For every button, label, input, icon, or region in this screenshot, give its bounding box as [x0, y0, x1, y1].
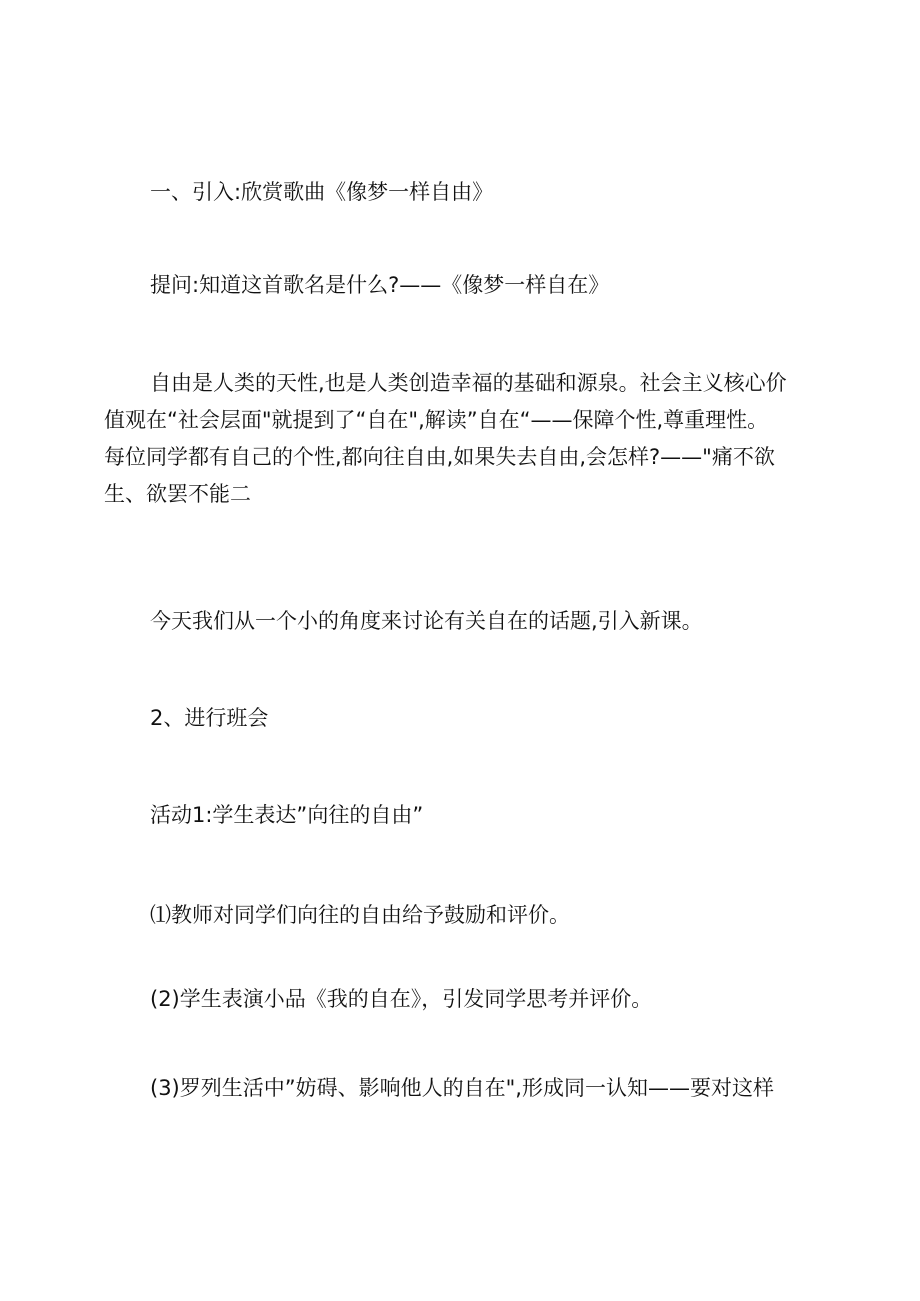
paragraph-freedom	[104, 365, 844, 513]
activity-heading: 活动1:学生表达”向往的自由”	[150, 803, 424, 827]
paragraph-line: 每位同学都有自己的个性,都向往自由,如果失去自由,会怎样?——"痛不欲	[104, 445, 775, 469]
list-item: (2)学生表演小品《我的自在》，引发同学思考并评价。	[150, 987, 653, 1011]
intro-heading: 一、引入:欣赏歌曲《像梦一样自由》	[150, 180, 494, 204]
list-item: (3)罗列生活中”妨碍、影响他人的自在",形成同一认知——要对这样	[150, 1076, 774, 1100]
section-heading: 2、进行班会	[150, 706, 269, 730]
paragraph-line: 生、欲罢不能二	[104, 482, 251, 506]
intro-new-lesson: 今天我们从一个小的角度来讨论有关自在的话题,引入新课。	[150, 609, 703, 633]
paragraph-line: 值观在“社会层面"就提到了“自在",解读”自在“——保障个性,尊重理性。	[104, 408, 769, 432]
list-item: ⑴教师对同学们向往的自由给予鼓励和评价。	[150, 903, 570, 927]
question-line: 提问:知道这首歌名是什么?——《像梦一样自在》	[150, 273, 610, 297]
paragraph-line: 自由是人类的天性,也是人类创造幸福的基础和源泉。社会主义核心价	[150, 371, 787, 395]
